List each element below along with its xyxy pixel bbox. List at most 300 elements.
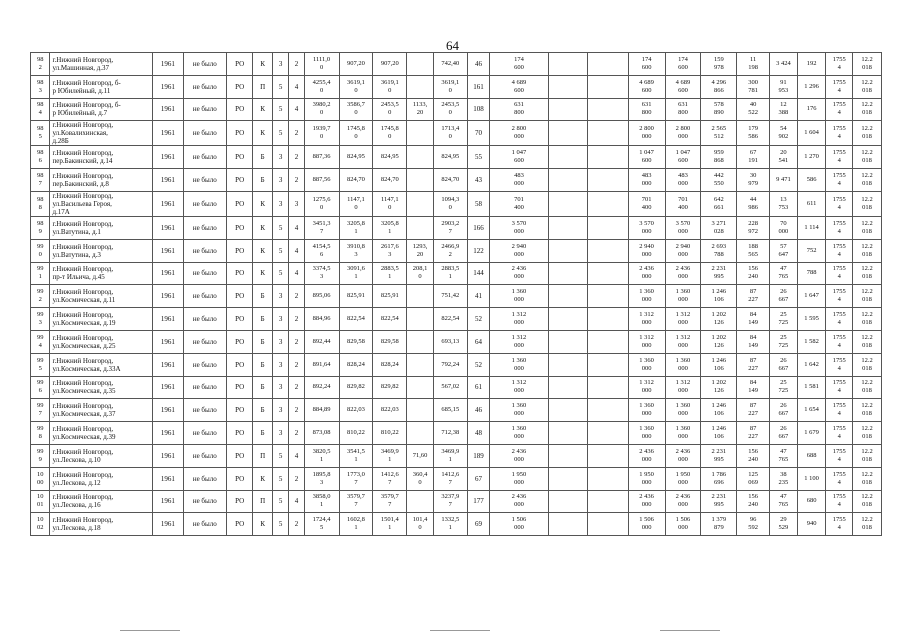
wall-material-cell: Б [253, 422, 272, 445]
floors-cell: 5 [272, 490, 288, 513]
table-row [31, 330, 882, 353]
area-premises-cell: 828,24 [339, 353, 373, 376]
floors-cell: 5 [272, 444, 288, 467]
table-row [31, 308, 882, 331]
area-premises-cell: 3091,6 1 [339, 262, 373, 285]
residents-cell: 46 [467, 53, 490, 76]
repair-status-cell: не было [183, 121, 226, 146]
cost-federal-cell: 1 379 879 [701, 513, 737, 536]
wall-material-cell: Б [253, 353, 272, 376]
entrances-cell: 3 [289, 191, 304, 216]
area-total-cell: 3374,5 3 [304, 262, 339, 285]
cost-total-cell: 1 312 000 [490, 308, 548, 331]
address-cell: г.Нижний Новгород, б- р Юбилейный, д.11 [50, 75, 153, 98]
org-cell: РО [226, 353, 253, 376]
cost-regional-cell: 87 227 [737, 285, 770, 308]
unit-cost-cell: 1 582 [797, 330, 826, 353]
cost-sum-cell: 2 436 000 [628, 490, 665, 513]
blank-cell [587, 146, 628, 169]
org-cell: РО [226, 444, 253, 467]
org-cell: РО [226, 376, 253, 399]
date-cell: 12.2 018 [853, 444, 882, 467]
cost-federal-cell: 1 246 106 [701, 422, 737, 445]
date-cell: 12.2 018 [853, 353, 882, 376]
cost-regional-cell: 188 565 [737, 239, 770, 262]
date-cell: 12.2 018 [853, 75, 882, 98]
org-cell: РО [226, 216, 253, 239]
cost-local-cell: 9 471 [770, 169, 798, 192]
wall-material-cell: К [253, 513, 272, 536]
cost-federal-cell: 159 978 [701, 53, 737, 76]
cost-fund-cell: 1 312 000 [665, 330, 701, 353]
table-row [31, 216, 882, 239]
cost-fund-cell: 1 047 600 [665, 146, 701, 169]
blank-cell [548, 308, 587, 331]
area-total-cell: 1724,4 5 [304, 513, 339, 536]
row-number: 99 9 [31, 444, 50, 467]
area-owned-cell: 824,70 [433, 169, 467, 192]
year-cell: 1961 [152, 444, 183, 467]
area-residential-cell: 907,20 [373, 53, 407, 76]
blank-cell [548, 513, 587, 536]
year-cell: 1961 [152, 121, 183, 146]
cost-sum-cell: 1 360 000 [628, 285, 665, 308]
area-total-cell: 887,36 [304, 146, 339, 169]
area-owned-cell: 567,02 [433, 376, 467, 399]
unit-cost-cell: 1 595 [797, 308, 826, 331]
area-residential-cell: 2883,5 1 [373, 262, 407, 285]
blank-cell [587, 53, 628, 76]
area-residential-cell: 825,91 [373, 285, 407, 308]
area-owned-cell: 2903,2 7 [433, 216, 467, 239]
org-cell: РО [226, 330, 253, 353]
cost-fund-cell: 2 940 000 [665, 239, 701, 262]
area-residential-cell: 810,22 [373, 422, 407, 445]
blank-cell [587, 308, 628, 331]
cost-sum-cell: 3 570 000 [628, 216, 665, 239]
blank-cell [587, 75, 628, 98]
cost-local-cell: 91 953 [770, 75, 798, 98]
unit-cost-cell: 788 [797, 262, 826, 285]
row-number: 99 3 [31, 308, 50, 331]
table-row [31, 191, 882, 216]
area-total-cell: 891,64 [304, 353, 339, 376]
area-owned-cell: 792,24 [433, 353, 467, 376]
wall-material-cell: П [253, 490, 272, 513]
table-row [31, 53, 882, 76]
row-number: 10 02 [31, 513, 50, 536]
code-cell: 1755 4 [826, 121, 853, 146]
row-number: 99 8 [31, 422, 50, 445]
blank-cell [587, 121, 628, 146]
date-cell: 12.2 018 [853, 216, 882, 239]
area-total-cell: 884,96 [304, 308, 339, 331]
org-cell: РО [226, 239, 253, 262]
row-number: 98 3 [31, 75, 50, 98]
area-owned-cell: 1412,6 7 [433, 467, 467, 490]
row-number: 98 2 [31, 53, 50, 76]
area-total-cell: 4154,5 6 [304, 239, 339, 262]
cost-sum-cell: 1 360 000 [628, 399, 665, 422]
address-cell: г.Нижний Новгород, ул.Лескова, д.12 [50, 467, 153, 490]
code-cell: 1755 4 [826, 376, 853, 399]
blank-cell [548, 239, 587, 262]
area-residential-cell: 3469,9 1 [373, 444, 407, 467]
cost-fund-cell: 3 570 000 [665, 216, 701, 239]
area-residential-cell: 829,58 [373, 330, 407, 353]
blank-cell [587, 216, 628, 239]
unit-cost-cell: 680 [797, 490, 826, 513]
area-total-cell: 892,44 [304, 330, 339, 353]
cost-local-cell: 57 647 [770, 239, 798, 262]
repair-status-cell: не было [183, 308, 226, 331]
cost-fund-cell: 1 312 000 [665, 376, 701, 399]
entrances-cell: 4 [289, 262, 304, 285]
year-cell: 1961 [152, 239, 183, 262]
area-owned-cell: 1713,4 0 [433, 121, 467, 146]
year-cell: 1961 [152, 98, 183, 121]
year-cell: 1961 [152, 467, 183, 490]
entrances-cell: 2 [289, 169, 304, 192]
blank-cell [587, 169, 628, 192]
address-cell: г.Нижний Новгород, ул.Лескова, д.18 [50, 513, 153, 536]
area-nonresidential-cell: 1133, 20 [407, 98, 434, 121]
cost-fund-cell: 1 312 000 [665, 308, 701, 331]
blank-cell [548, 490, 587, 513]
area-total-cell: 3451,3 7 [304, 216, 339, 239]
unit-cost-cell: 192 [797, 53, 826, 76]
residents-cell: 52 [467, 308, 490, 331]
row-number: 10 00 [31, 467, 50, 490]
wall-material-cell: Б [253, 285, 272, 308]
wall-material-cell: К [253, 216, 272, 239]
cost-regional-cell: 11 198 [737, 53, 770, 76]
blank-cell [587, 330, 628, 353]
cost-local-cell: 12 388 [770, 98, 798, 121]
address-cell: г.Нижний Новгород, ул.Васильева Героя, д.17А [50, 191, 153, 216]
row-number: 99 1 [31, 262, 50, 285]
org-cell: РО [226, 169, 253, 192]
year-cell: 1961 [152, 490, 183, 513]
date-cell: 12.2 018 [853, 490, 882, 513]
table-row [31, 262, 882, 285]
year-cell: 1961 [152, 169, 183, 192]
date-cell: 12.2 018 [853, 121, 882, 146]
entrances-cell: 4 [289, 444, 304, 467]
code-cell: 1755 4 [826, 53, 853, 76]
cost-fund-cell: 2 436 000 [665, 262, 701, 285]
floors-cell: 3 [272, 422, 288, 445]
table-row [31, 285, 882, 308]
floors-cell: 3 [272, 353, 288, 376]
org-cell: РО [226, 285, 253, 308]
row-number: 98 6 [31, 146, 50, 169]
year-cell: 1961 [152, 146, 183, 169]
cost-regional-cell: 156 240 [737, 490, 770, 513]
area-premises-cell: 907,20 [339, 53, 373, 76]
area-premises-cell: 3586,7 0 [339, 98, 373, 121]
cost-regional-cell: 156 240 [737, 262, 770, 285]
cost-sum-cell: 1 506 000 [628, 513, 665, 536]
year-cell: 1961 [152, 330, 183, 353]
residents-cell: 58 [467, 191, 490, 216]
date-cell: 12.2 018 [853, 285, 882, 308]
area-owned-cell: 742,40 [433, 53, 467, 76]
blank-cell [587, 444, 628, 467]
floors-cell: 3 [272, 169, 288, 192]
address-cell: г.Нижний Новгород, б- р Юбилейный, д.7 [50, 98, 153, 121]
cost-local-cell: 70 000 [770, 216, 798, 239]
cost-sum-cell: 4 689 600 [628, 75, 665, 98]
cost-fund-cell: 2 436 000 [665, 490, 701, 513]
registry-table-body [31, 53, 882, 536]
org-cell: РО [226, 467, 253, 490]
code-cell: 1755 4 [826, 467, 853, 490]
entrances-cell: 2 [289, 467, 304, 490]
cost-total-cell: 2 436 000 [490, 262, 548, 285]
area-premises-cell: 3541,5 1 [339, 444, 373, 467]
area-nonresidential-cell [407, 399, 434, 422]
cost-federal-cell: 1 246 106 [701, 353, 737, 376]
cost-regional-cell: 87 227 [737, 399, 770, 422]
date-cell: 12.2 018 [853, 191, 882, 216]
floors-cell: 3 [272, 308, 288, 331]
residents-cell: 144 [467, 262, 490, 285]
cost-total-cell: 2 436 000 [490, 444, 548, 467]
address-cell: г.Нижний Новгород, ул.Лескова, д.10 [50, 444, 153, 467]
address-cell: г.Нижний Новгород, пер.Бакинский, д.14 [50, 146, 153, 169]
residents-cell: 64 [467, 330, 490, 353]
year-cell: 1961 [152, 376, 183, 399]
area-nonresidential-cell: 71,60 [407, 444, 434, 467]
cost-federal-cell: 3 271 028 [701, 216, 737, 239]
area-premises-cell: 822,03 [339, 399, 373, 422]
cost-regional-cell: 84 149 [737, 330, 770, 353]
area-premises-cell: 1773,0 7 [339, 467, 373, 490]
area-nonresidential-cell [407, 330, 434, 353]
date-cell: 12.2 018 [853, 146, 882, 169]
repair-status-cell: не было [183, 98, 226, 121]
year-cell: 1961 [152, 513, 183, 536]
code-cell: 1755 4 [826, 422, 853, 445]
blank-cell [587, 262, 628, 285]
blank-cell [587, 285, 628, 308]
area-owned-cell: 751,42 [433, 285, 467, 308]
cost-regional-cell: 87 227 [737, 353, 770, 376]
cost-federal-cell: 1 786 696 [701, 467, 737, 490]
area-residential-cell: 2453,5 0 [373, 98, 407, 121]
area-owned-cell: 685,15 [433, 399, 467, 422]
year-cell: 1961 [152, 285, 183, 308]
repair-status-cell: не было [183, 422, 226, 445]
cost-federal-cell: 442 550 [701, 169, 737, 192]
entrances-cell: 4 [289, 98, 304, 121]
area-total-cell: 4255,4 0 [304, 75, 339, 98]
repair-status-cell: не было [183, 353, 226, 376]
cost-total-cell: 2 940 000 [490, 239, 548, 262]
residents-cell: 166 [467, 216, 490, 239]
area-total-cell: 3858,0 1 [304, 490, 339, 513]
row-number: 98 9 [31, 216, 50, 239]
blank-cell [548, 53, 587, 76]
cost-fund-cell: 4 689 600 [665, 75, 701, 98]
bottom-rule-left [120, 630, 180, 631]
unit-cost-cell: 1 647 [797, 285, 826, 308]
unit-cost-cell: 688 [797, 444, 826, 467]
area-premises-cell: 810,22 [339, 422, 373, 445]
unit-cost-cell: 1 100 [797, 467, 826, 490]
row-number: 99 4 [31, 330, 50, 353]
cost-regional-cell: 30 979 [737, 169, 770, 192]
cost-sum-cell: 1 950 000 [628, 467, 665, 490]
table-row [31, 399, 882, 422]
blank-cell [587, 399, 628, 422]
area-total-cell: 887,56 [304, 169, 339, 192]
cost-total-cell: 701 400 [490, 191, 548, 216]
entrances-cell: 4 [289, 75, 304, 98]
cost-federal-cell: 2 231 995 [701, 444, 737, 467]
cost-federal-cell: 2 565 512 [701, 121, 737, 146]
cost-local-cell: 26 667 [770, 422, 798, 445]
code-cell: 1755 4 [826, 169, 853, 192]
cost-sum-cell: 174 600 [628, 53, 665, 76]
cost-regional-cell: 179 586 [737, 121, 770, 146]
date-cell: 12.2 018 [853, 98, 882, 121]
unit-cost-cell: 1 679 [797, 422, 826, 445]
repair-status-cell: не было [183, 376, 226, 399]
org-cell: РО [226, 399, 253, 422]
floors-cell: 5 [272, 98, 288, 121]
floors-cell: 5 [272, 513, 288, 536]
address-cell: г.Нижний Новгород, ул.Космическая, д.25 [50, 330, 153, 353]
cost-sum-cell: 701 400 [628, 191, 665, 216]
entrances-cell: 2 [289, 53, 304, 76]
blank-cell [587, 191, 628, 216]
cost-local-cell: 26 667 [770, 285, 798, 308]
row-number: 99 7 [31, 399, 50, 422]
blank-cell [548, 75, 587, 98]
unit-cost-cell: 586 [797, 169, 826, 192]
area-total-cell: 892,24 [304, 376, 339, 399]
residents-cell: 177 [467, 490, 490, 513]
cost-sum-cell: 631 800 [628, 98, 665, 121]
area-owned-cell: 822,54 [433, 308, 467, 331]
date-cell: 12.2 018 [853, 262, 882, 285]
area-premises-cell: 824,70 [339, 169, 373, 192]
area-owned-cell: 2466,9 2 [433, 239, 467, 262]
cost-total-cell: 174 600 [490, 53, 548, 76]
row-number: 98 8 [31, 191, 50, 216]
date-cell: 12.2 018 [853, 422, 882, 445]
residents-cell: 108 [467, 98, 490, 121]
year-cell: 1961 [152, 262, 183, 285]
area-nonresidential-cell [407, 308, 434, 331]
area-nonresidential-cell [407, 285, 434, 308]
blank-cell [548, 376, 587, 399]
row-number: 98 7 [31, 169, 50, 192]
address-cell: г.Нижний Новгород, пр-т Ильича, д.45 [50, 262, 153, 285]
date-cell: 12.2 018 [853, 330, 882, 353]
repair-status-cell: не было [183, 399, 226, 422]
cost-federal-cell: 959 868 [701, 146, 737, 169]
area-nonresidential-cell [407, 216, 434, 239]
area-residential-cell: 3619,1 0 [373, 75, 407, 98]
table-row [31, 239, 882, 262]
cost-sum-cell: 1 360 000 [628, 422, 665, 445]
cost-local-cell: 25 725 [770, 308, 798, 331]
blank-cell [548, 216, 587, 239]
wall-material-cell: П [253, 444, 272, 467]
cost-total-cell: 1 950 000 [490, 467, 548, 490]
cost-federal-cell: 578 890 [701, 98, 737, 121]
area-nonresidential-cell [407, 376, 434, 399]
wall-material-cell: К [253, 98, 272, 121]
cost-total-cell: 1 360 000 [490, 422, 548, 445]
cost-total-cell: 1 047 600 [490, 146, 548, 169]
wall-material-cell: К [253, 467, 272, 490]
cost-sum-cell: 1 047 600 [628, 146, 665, 169]
cost-local-cell: 47 765 [770, 444, 798, 467]
cost-fund-cell: 1 360 000 [665, 399, 701, 422]
code-cell: 1755 4 [826, 444, 853, 467]
repair-status-cell: не было [183, 146, 226, 169]
cost-regional-cell: 156 240 [737, 444, 770, 467]
code-cell: 1755 4 [826, 513, 853, 536]
area-nonresidential-cell [407, 121, 434, 146]
cost-regional-cell: 125 069 [737, 467, 770, 490]
cost-federal-cell: 2 231 995 [701, 262, 737, 285]
floors-cell: 3 [272, 285, 288, 308]
cost-federal-cell: 1 202 126 [701, 308, 737, 331]
repair-status-cell: не было [183, 285, 226, 308]
code-cell: 1755 4 [826, 262, 853, 285]
year-cell: 1961 [152, 353, 183, 376]
cost-federal-cell: 4 296 866 [701, 75, 737, 98]
cost-federal-cell: 642 661 [701, 191, 737, 216]
area-nonresidential-cell [407, 353, 434, 376]
cost-federal-cell: 1 246 106 [701, 399, 737, 422]
area-owned-cell: 1332,5 1 [433, 513, 467, 536]
code-cell: 1755 4 [826, 308, 853, 331]
area-residential-cell: 2617,6 3 [373, 239, 407, 262]
cost-total-cell: 2 436 000 [490, 490, 548, 513]
area-total-cell: 873,08 [304, 422, 339, 445]
entrances-cell: 2 [289, 399, 304, 422]
blank-cell [548, 169, 587, 192]
blank-cell [548, 285, 587, 308]
cost-total-cell: 1 312 000 [490, 376, 548, 399]
area-owned-cell: 712,38 [433, 422, 467, 445]
cost-fund-cell: 1 360 000 [665, 285, 701, 308]
code-cell: 1755 4 [826, 285, 853, 308]
org-cell: РО [226, 191, 253, 216]
org-cell: РО [226, 262, 253, 285]
table-row [31, 98, 882, 121]
repair-status-cell: не было [183, 490, 226, 513]
repair-status-cell: не было [183, 216, 226, 239]
cost-fund-cell: 1 950 000 [665, 467, 701, 490]
code-cell: 1755 4 [826, 216, 853, 239]
area-total-cell: 1939,7 0 [304, 121, 339, 146]
row-number: 99 6 [31, 376, 50, 399]
area-premises-cell: 1602,8 1 [339, 513, 373, 536]
cost-local-cell: 25 725 [770, 330, 798, 353]
org-cell: РО [226, 513, 253, 536]
cost-total-cell: 4 689 600 [490, 75, 548, 98]
area-residential-cell: 829,82 [373, 376, 407, 399]
wall-material-cell: К [253, 191, 272, 216]
area-residential-cell: 3205,8 1 [373, 216, 407, 239]
